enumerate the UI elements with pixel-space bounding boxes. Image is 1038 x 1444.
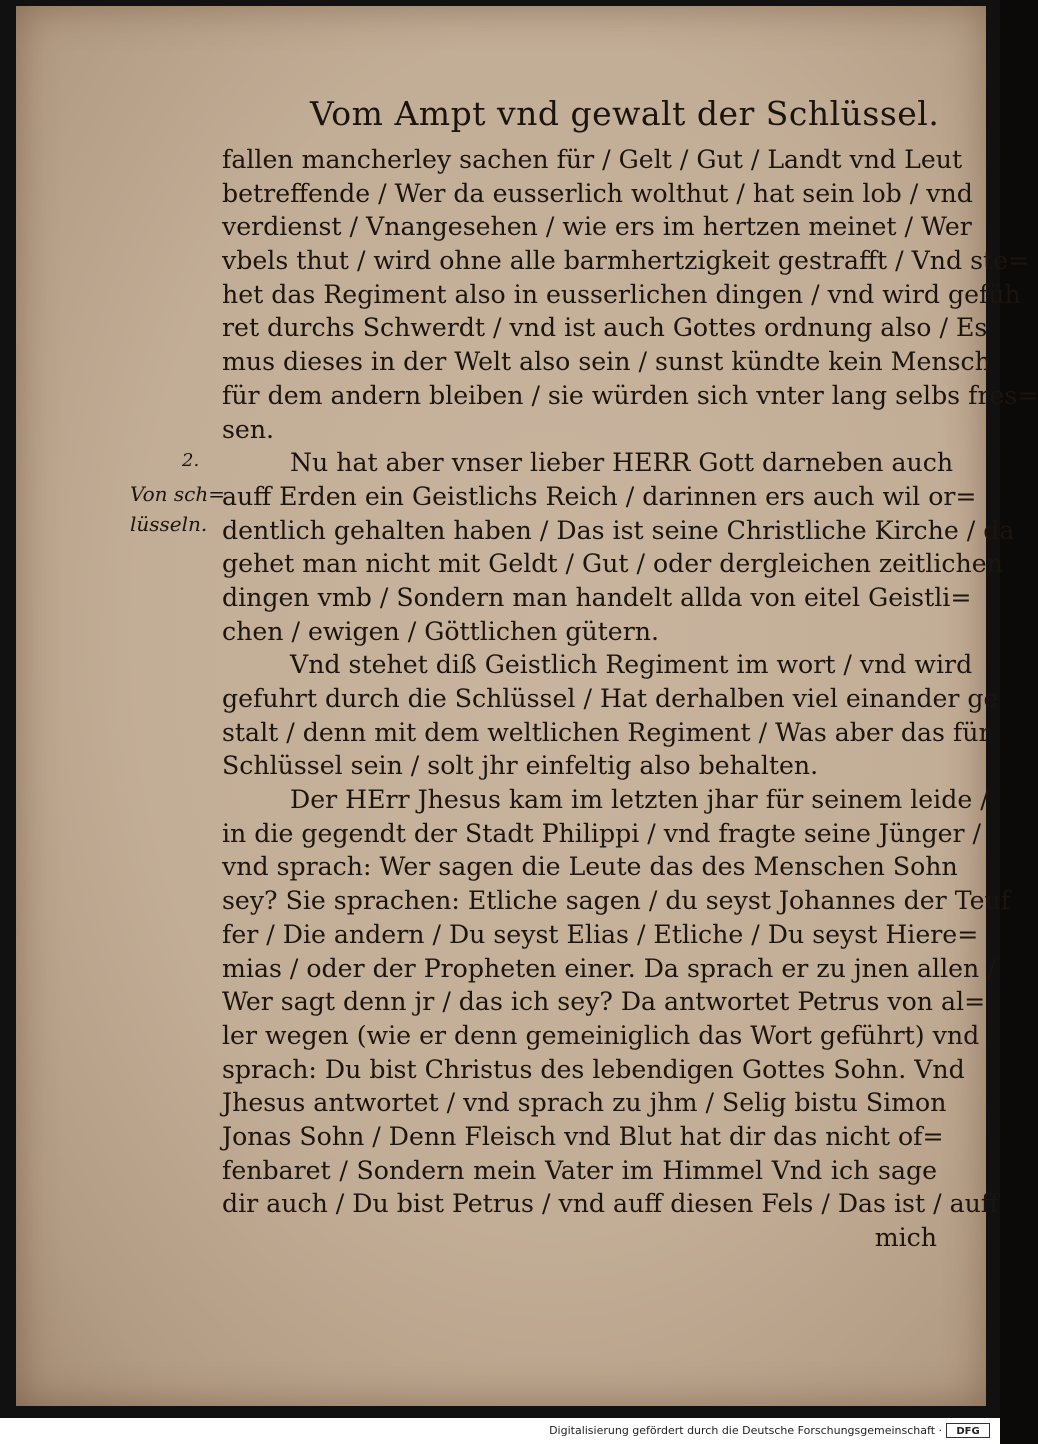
- catchword: mich: [874, 1223, 937, 1252]
- text-line: gehet man nicht mit Geldt / Gut / oder dergleichen zeitlichen: [222, 549, 1003, 579]
- text-line: fenbaret / Sondern mein Vater im Himmel Vnd ich sage: [222, 1155, 937, 1185]
- text-line: mias / oder der Propheten einer. Da sprach er zu jnen allen /: [222, 953, 996, 983]
- text-line: für dem andern bleiben / sie würden sich vnter lang selbs fres=: [222, 380, 1038, 410]
- text-line: sen.: [222, 414, 275, 444]
- text-line: Vnd stehet diß Geistlich Regiment im wort / vnd wird: [290, 650, 973, 680]
- text-line: gefuhrt durch die Schlüssel / Hat derhalben viel einander ge: [222, 684, 999, 713]
- text-line: Wer sagt denn jr / das ich sey? Da antwortet Petrus von al=: [222, 987, 986, 1017]
- text-line: fallen mancherley sachen für / Gelt / Gut / Landt vnd Leut: [222, 145, 963, 174]
- text-line: Nu hat aber vnser lieber HERR Gott darneben auch: [290, 448, 954, 478]
- text-line: het das Regiment also in eusserlichen dingen / vnd wird gefüh: [222, 279, 1021, 309]
- text-line: vnd sprach: Wer sagen die Leute das des Menschen Sohn: [222, 852, 958, 882]
- text-line: dir auch / Du bist Petrus / vnd auff diesen Fels / Das ist / auff: [222, 1189, 999, 1219]
- running-head: Vom Ampt vnd gewalt der Schlüssel.: [310, 94, 940, 133]
- text-line: betreffende / Wer da eusserlich wolthut / hat sein lob / vnd: [222, 178, 973, 208]
- footer-credit: Digitalisierung gefördert durch die Deutsche Forschungsgemeinschaft ·: [549, 1424, 942, 1437]
- text-line: Jhesus antwortet / vnd sprach zu jhm / Selig bistu Simon: [222, 1088, 947, 1118]
- text-line: stalt / denn mit dem weltlichen Regiment / Was aber das für: [222, 717, 991, 747]
- text-line: Schlüssel sein / solt jhr einfeltig also behalten.: [222, 751, 819, 781]
- text-line: in die gegendt der Stadt Philippi / vnd fragte seine Jünger /: [222, 818, 982, 848]
- text-line: dingen vmb / Sondern man handelt allda von eitel Geistli=: [222, 582, 972, 612]
- text-line: dentlich gehalten haben / Das ist seine Christliche Kirche / da: [222, 515, 1015, 545]
- margin-note-line-1: Von sch=: [130, 482, 225, 506]
- text-line: Jonas Sohn / Denn Fleisch vnd Blut hat dir das nicht of=: [222, 1121, 944, 1151]
- text-line: sey? Sie sprachen: Etliche sagen / du seyst Johannes der Teuf: [222, 886, 1011, 916]
- text-line: fer / Die andern / Du seyst Elias / Etliche / Du seyst Hiere=: [222, 919, 979, 949]
- margin-section-number: 2.: [182, 450, 200, 471]
- text-line: verdienst / Vnangesehen / wie ers im hertzen meinet / Wer: [222, 212, 972, 242]
- margin-note-line-2: lüsseln.: [130, 512, 208, 536]
- dfg-logo-icon: DFG: [946, 1423, 990, 1438]
- text-line: vbels thut / wird ohne alle barmhertzigkeit gestrafft / Vnd ste=: [222, 246, 1030, 276]
- text-line: auff Erden ein Geistlichs Reich / darinnen ers auch wil or=: [222, 481, 977, 511]
- text-line: Der HErr Jhesus kam im letzten jhar für seinem leide /: [290, 785, 989, 815]
- text-line: ler wegen (wie er denn gemeiniglich das Wort geführt) vnd: [222, 1020, 980, 1050]
- text-line: sprach: Du bist Christus des lebendigen Gottes Sohn. Vnd: [222, 1054, 965, 1084]
- body-text: [222, 143, 1038, 1255]
- text-line: mus dieses in der Welt also sein / sunst kündte kein Mensch: [222, 347, 991, 377]
- text-line: ret durchs Schwerdt / vnd ist auch Gottes ordnung also / Es: [222, 313, 988, 343]
- text-line: chen / ewigen / Göttlichen gütern.: [222, 616, 659, 646]
